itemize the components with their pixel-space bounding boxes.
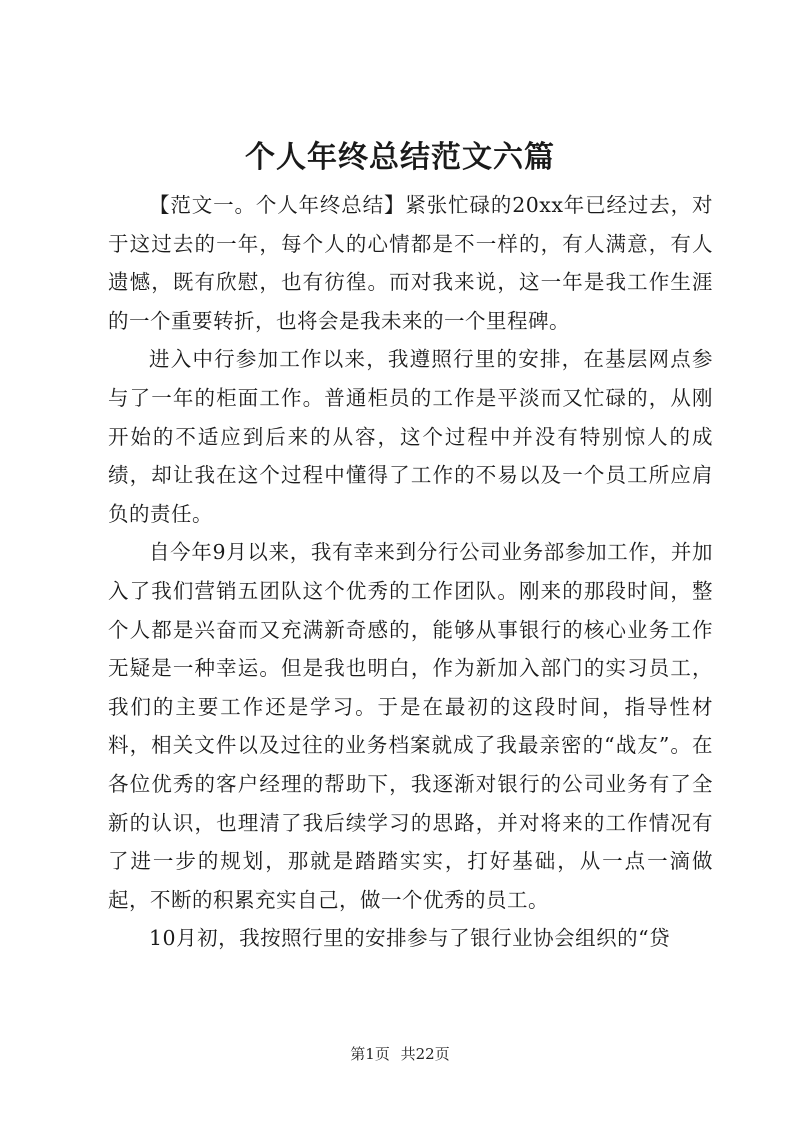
paragraph-4: 10月初，我按照行里的安排参与了银行业协会组织的“贷 — [149, 926, 671, 951]
total-pages: 共22页 — [400, 1045, 450, 1063]
paragraph-2: 进入中行参加工作以来，我遵照行里的安排，在基层网点参与了一年的柜面工作。普通柜员的工作是平淡而又忙碌的，从刚开始的不适应到后来的从容，这个过程中并没有特别惊人的成绩，却让我在这个过程中懂得了工作的不易以及一个员工所应肩负的责任。 — [108, 347, 713, 526]
paragraph-1: 【范文一。个人年终总结】紧张忙碌的20xx年已经过去，对于这过去的一年，每个人的心情都是不一样的，有人满意，有人遗憾，既有欣慰，也有彷徨。而对我来说，这一年是我工作生涯的一个重要转折，也将会是我未来的一个里程碑。 — [108, 193, 713, 333]
page-number: 第1页 — [350, 1045, 390, 1063]
document-title: 个人年终总结范文六篇 — [245, 140, 555, 175]
paragraph-3: 自今年9月以来，我有幸来到分行公司业务部参加工作，并加入了我们营销五团队这个优秀的工作团队。刚来的那段时间，整个人都是兴奋而又充满新奇感的，能够从事银行的核心业务工作无疑是一种幸运。但是我也明白，作为新加入部门的实习员工，我们的主要工作还是学习。于是在最初的这段时间，指导性材料，相关文件以及过往的业务档案就成了我最亲密的“战友”。在各位优秀的客户经理的帮助下，我逐渐对银行的公司业务有了全新的认识，也理清了我后续学习的思路，并对将来的工作情况有了进一步的规划，那就是踏踏实实，打好基础，从一点一滴做起，不断的积累充实自己，做一个优秀的员工。 — [108, 540, 713, 912]
document-body — [108, 186, 713, 958]
page-footer — [0, 1044, 800, 1064]
